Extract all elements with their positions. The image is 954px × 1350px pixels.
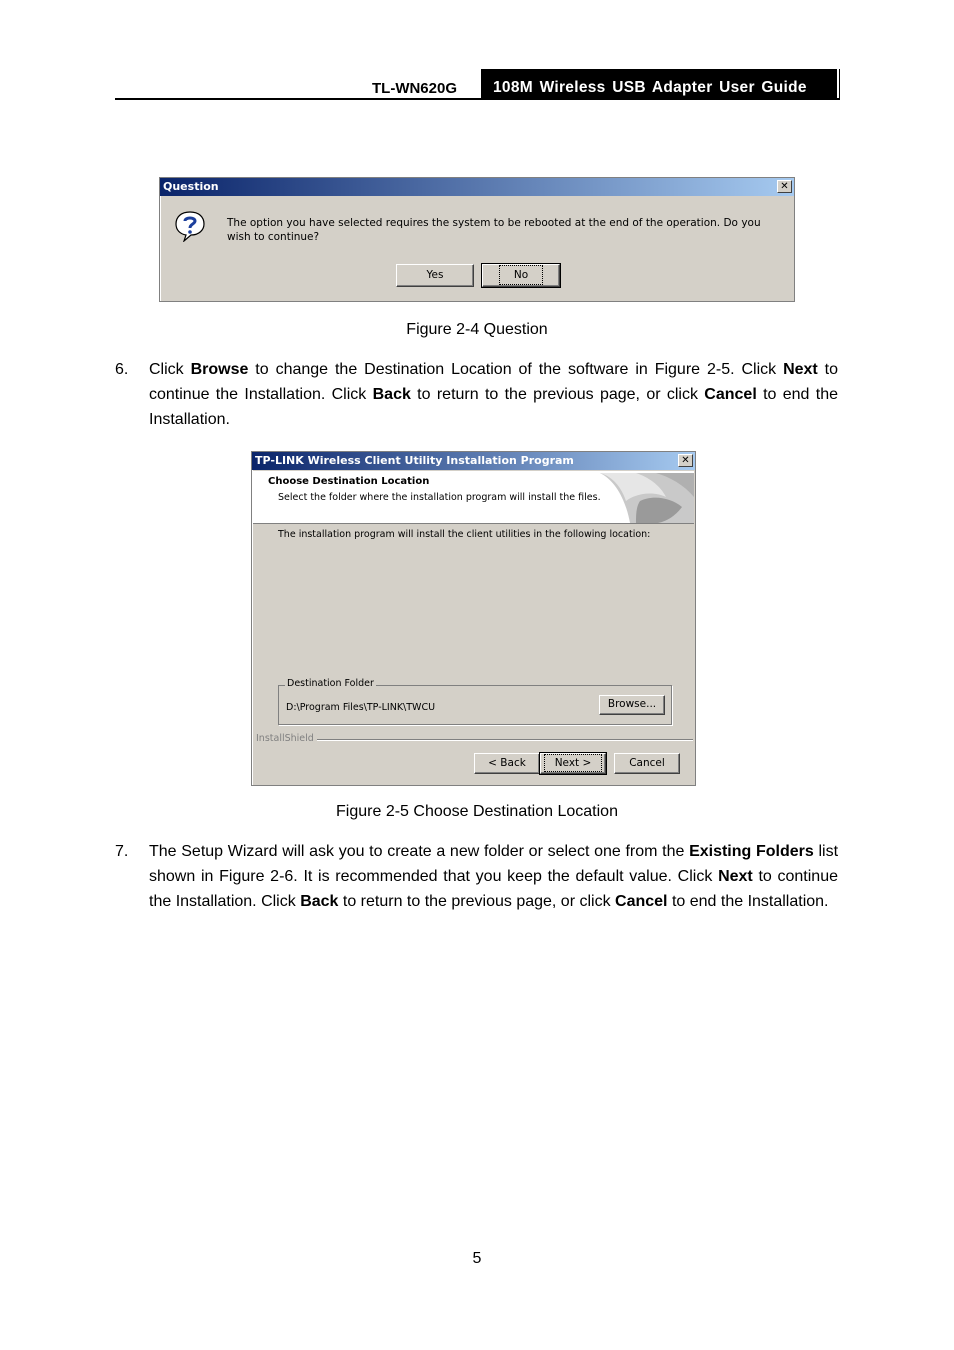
cancel-button[interactable] <box>614 753 680 774</box>
installshield-divider <box>256 739 693 740</box>
yes-button[interactable] <box>396 264 474 287</box>
yes-button-label: Yes <box>426 269 444 281</box>
back-button-label: < Back <box>488 757 526 769</box>
destination-folder-group <box>278 678 672 725</box>
bold-term: Cancel <box>704 386 757 403</box>
figure-caption-2-4: Figure 2-4 Question <box>406 321 548 338</box>
wizard-banner <box>253 471 694 524</box>
cancel-button-label: Cancel <box>629 757 665 769</box>
banner-subtitle: Select the folder where the installation program will install the files. <box>278 492 601 503</box>
question-message: The option you have selected requires the system to be rebooted at the end of the operation. Do you wish to continue? <box>227 217 761 243</box>
bold-term: Next <box>783 361 818 378</box>
close-icon[interactable]: ✕ <box>777 180 792 193</box>
header-edge-mark <box>836 69 840 99</box>
question-title: Question <box>163 180 219 193</box>
step-7-text <box>149 839 838 914</box>
installshield-graphic-icon <box>596 471 694 523</box>
text-run: The Setup Wizard will ask you to create a new folder or select one from the <box>149 843 690 860</box>
destination-path: D:\Program Files\TP-LINK\TWCU <box>286 702 436 713</box>
no-button[interactable] <box>482 264 560 287</box>
bold-term: Browse <box>190 361 249 378</box>
header-guide-title: 108M Wireless USB Adapter User Guide <box>481 69 838 99</box>
browse-button[interactable] <box>599 695 665 715</box>
no-button-label: No <box>499 265 543 285</box>
header-rule <box>115 98 840 100</box>
destination-folder-label: Destination Folder <box>287 678 374 689</box>
bold-term: Back <box>300 893 339 910</box>
browse-button-label: Browse... <box>607 698 657 710</box>
bold-term: Existing Folders <box>689 843 814 860</box>
header-model: TL-WN620G <box>372 80 458 97</box>
question-titlebar <box>160 178 794 196</box>
text-run: list shown in Figure 2-6. It is recommended that you keep the default value. Click <box>149 843 839 885</box>
question-dialog <box>159 177 795 302</box>
bold-term: Next <box>718 868 753 885</box>
destination-titlebar <box>252 452 695 470</box>
text-run: to change the Destination Location of the software in Figure 2-5. Click <box>248 361 784 378</box>
text-run: to return to the previous page, or click <box>338 893 616 910</box>
banner-title: Choose Destination Location <box>268 476 430 487</box>
installshield-label: InstallShield <box>256 733 317 744</box>
text-run: Click <box>149 361 191 378</box>
text-run: to return to the previous page, or click <box>410 386 705 403</box>
text-run: to end the Installation. <box>149 386 838 428</box>
step-6-text <box>149 357 838 432</box>
text-run: to continue the Installation. Click <box>149 868 838 910</box>
destination-dialog <box>251 451 696 786</box>
step-number-7: 7. <box>115 843 129 860</box>
close-icon[interactable]: ✕ <box>678 454 693 467</box>
bold-term: Cancel <box>615 893 668 910</box>
figure-caption-2-5: Figure 2-5 Choose Destination Location <box>336 803 618 820</box>
text-run: to continue the Installation. Click <box>149 361 839 403</box>
next-button[interactable] <box>540 753 606 774</box>
question-icon <box>174 210 206 242</box>
destination-title: TP-LINK Wireless Client Utility Installation Program <box>255 454 574 467</box>
text-run: to end the Installation. <box>667 893 829 910</box>
bold-term: Back <box>372 386 411 403</box>
install-location-text: The installation program will install the client utilities in the following location: <box>278 529 651 540</box>
back-button[interactable] <box>474 753 540 774</box>
next-button-label: Next > <box>544 754 603 772</box>
page-number: 5 <box>472 1250 482 1267</box>
step-number-6: 6. <box>115 361 129 378</box>
